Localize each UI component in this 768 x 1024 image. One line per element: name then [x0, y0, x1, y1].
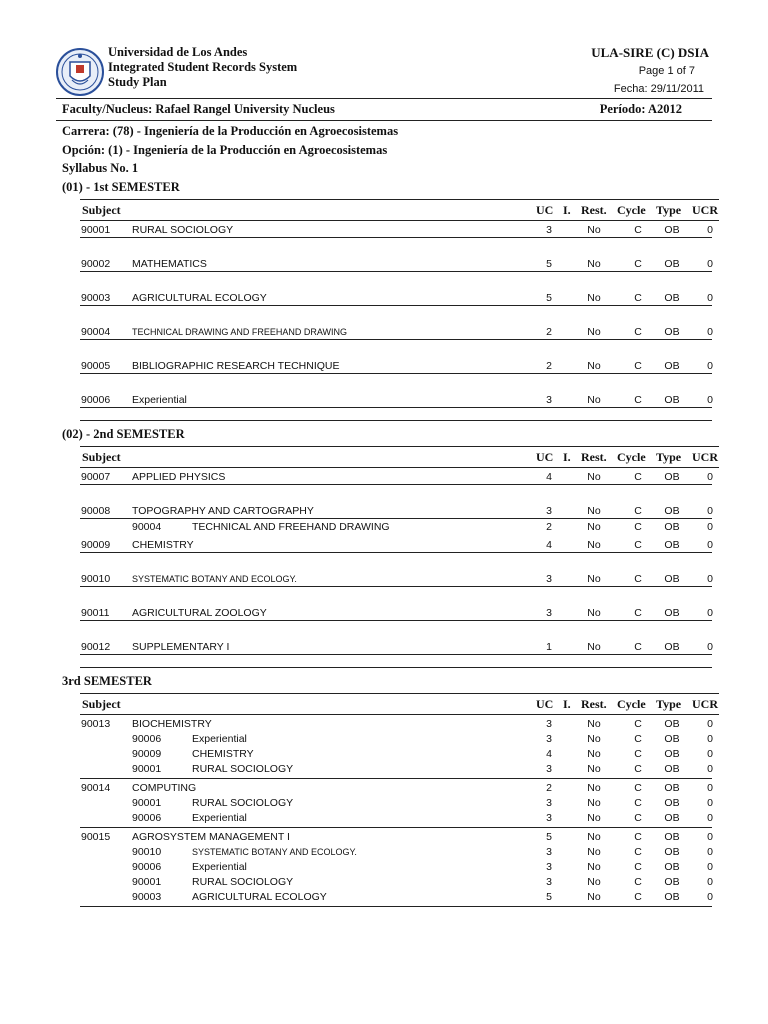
uc-column-header: UC: [536, 203, 554, 217]
faculty-label: Faculty/Nucleus: Rafael Rangel University Nucleus: [62, 102, 335, 116]
i-column-header: I.: [563, 697, 571, 711]
type-value: OB: [664, 224, 680, 236]
type-value: OB: [664, 471, 680, 483]
section-end-rule: [80, 667, 712, 668]
type-value: OB: [664, 641, 680, 653]
subject-name: AGRICULTURAL ECOLOGY: [132, 292, 267, 304]
type-value: OB: [664, 763, 680, 775]
semester-title: (01) - 1st SEMESTER: [62, 180, 180, 194]
subject-name: Experiential: [192, 861, 247, 873]
semester-title: (02) - 2nd SEMESTER: [62, 427, 185, 441]
subject-code: 90013: [81, 718, 111, 730]
subject-code: 90006: [132, 812, 162, 824]
subject-name: BIBLIOGRAPHIC RESEARCH TECHNIQUE: [132, 360, 340, 372]
uc-value: 3: [546, 812, 552, 824]
cycle-column-header: Cycle: [617, 203, 646, 217]
subject-code: 90006: [81, 394, 111, 406]
rest-column-header: Rest.: [581, 450, 607, 464]
cycle-value: C: [634, 539, 642, 551]
type-value: OB: [664, 797, 680, 809]
subject-code: 90001: [81, 224, 111, 236]
cycle-value: C: [634, 326, 642, 338]
rest-value: No: [587, 748, 601, 760]
ucr-value: 0: [707, 733, 713, 745]
type-value: OB: [664, 891, 680, 903]
rest-value: No: [587, 360, 601, 372]
subject-name: TECHNICAL AND FREEHAND DRAWING: [192, 521, 390, 533]
cycle-value: C: [634, 292, 642, 304]
table-header-rule: [80, 467, 719, 468]
subject-code: 90004: [81, 326, 111, 338]
subject-column-header: Subject: [82, 203, 121, 217]
type-value: OB: [664, 360, 680, 372]
subject-code: 90005: [81, 360, 111, 372]
subject-name: Experiential: [192, 812, 247, 824]
ucr-value: 0: [707, 607, 713, 619]
rest-value: No: [587, 521, 601, 533]
subject-code: 90002: [81, 258, 111, 270]
uc-value: 3: [546, 763, 552, 775]
cycle-column-header: Cycle: [617, 450, 646, 464]
uc-value: 3: [546, 797, 552, 809]
rest-value: No: [587, 505, 601, 517]
subject-name: RURAL SOCIOLOGY: [192, 797, 294, 809]
type-column-header: Type: [656, 450, 682, 464]
row-underline: [80, 373, 712, 374]
row-underline: [80, 237, 712, 238]
subject-code: 90001: [132, 797, 162, 809]
cycle-value: C: [634, 763, 642, 775]
ucr-value: 0: [707, 326, 713, 338]
ucr-value: 0: [707, 891, 713, 903]
ucr-column-header: UCR: [692, 697, 718, 711]
subject-name: AGROSYSTEM MANAGEMENT I: [132, 831, 290, 843]
rest-value: No: [587, 607, 601, 619]
subject-name: RURAL SOCIOLOGY: [132, 224, 234, 236]
ucr-value: 0: [707, 521, 713, 533]
table-header-rule: [80, 714, 719, 715]
subject-column-header: Subject: [82, 697, 121, 711]
ucr-value: 0: [707, 394, 713, 406]
type-value: OB: [664, 607, 680, 619]
uc-value: 4: [546, 471, 552, 483]
rest-value: No: [587, 891, 601, 903]
subject-name: CHEMISTRY: [192, 748, 254, 760]
subject-code: 90009: [132, 748, 162, 760]
row-underline: [80, 271, 712, 272]
type-column-header: Type: [656, 203, 682, 217]
cycle-value: C: [634, 394, 642, 406]
uc-value: 2: [546, 782, 552, 794]
uc-value: 3: [546, 718, 552, 730]
cycle-value: C: [634, 876, 642, 888]
ucr-value: 0: [707, 763, 713, 775]
period-label: Período: A2012: [599, 102, 682, 116]
org-code: ULA-SIRE (C) DSIA: [591, 45, 709, 60]
cycle-value: C: [634, 797, 642, 809]
type-value: OB: [664, 846, 680, 858]
type-value: OB: [664, 326, 680, 338]
ucr-value: 0: [707, 718, 713, 730]
subject-code: 90012: [81, 641, 111, 653]
uc-value: 3: [546, 224, 552, 236]
ucr-value: 0: [707, 748, 713, 760]
ucr-value: 0: [707, 641, 713, 653]
document-type: Study Plan: [108, 75, 167, 89]
university-seal-logo: [56, 44, 104, 100]
i-column-header: I.: [563, 203, 571, 217]
table-top-rule: [80, 199, 719, 200]
opcion-label: Opción: (1) - Ingeniería de la Producción en Agroecosistemas: [62, 143, 388, 157]
type-value: OB: [664, 733, 680, 745]
type-value: OB: [664, 521, 680, 533]
cycle-value: C: [634, 861, 642, 873]
type-value: OB: [664, 292, 680, 304]
uc-value: 2: [546, 521, 552, 533]
uc-value: 3: [546, 861, 552, 873]
syllabus-label: Syllabus No. 1: [62, 161, 139, 175]
type-column-header: Type: [656, 697, 682, 711]
cycle-value: C: [634, 607, 642, 619]
ucr-column-header: UCR: [692, 203, 718, 217]
uc-value: 3: [546, 394, 552, 406]
rest-value: No: [587, 782, 601, 794]
subject-code: 90010: [81, 573, 111, 585]
subject-code: 90003: [81, 292, 111, 304]
cycle-value: C: [634, 224, 642, 236]
ucr-value: 0: [707, 861, 713, 873]
subject-name: AGRICULTURAL ECOLOGY: [192, 891, 327, 903]
header-divider-top: [56, 98, 712, 99]
rest-value: No: [587, 471, 601, 483]
type-value: OB: [664, 718, 680, 730]
subject-code: 90006: [132, 861, 162, 873]
uc-value: 3: [546, 733, 552, 745]
row-underline: [80, 654, 712, 655]
cycle-value: C: [634, 782, 642, 794]
ucr-value: 0: [707, 876, 713, 888]
uc-column-header: UC: [536, 697, 554, 711]
cycle-value: C: [634, 641, 642, 653]
type-value: OB: [664, 831, 680, 843]
ucr-value: 0: [707, 292, 713, 304]
cycle-value: C: [634, 718, 642, 730]
uc-value: 4: [546, 748, 552, 760]
cycle-value: C: [634, 891, 642, 903]
semester-title: 3rd SEMESTER: [62, 674, 152, 688]
rest-column-header: Rest.: [581, 697, 607, 711]
subject-name: BIOCHEMISTRY: [132, 718, 212, 730]
subject-code: 90001: [132, 763, 162, 775]
type-value: OB: [664, 861, 680, 873]
rest-column-header: Rest.: [581, 203, 607, 217]
subject-name: MATHEMATICS: [132, 258, 207, 270]
ucr-value: 0: [707, 831, 713, 843]
ucr-value: 0: [707, 573, 713, 585]
cycle-value: C: [634, 521, 642, 533]
ucr-value: 0: [707, 471, 713, 483]
cycle-value: C: [634, 812, 642, 824]
row-underline: [80, 339, 712, 340]
rest-value: No: [587, 831, 601, 843]
uc-value: 3: [546, 846, 552, 858]
ucr-value: 0: [707, 360, 713, 372]
subject-code: 90015: [81, 831, 111, 843]
row-underline: [80, 552, 712, 553]
ucr-value: 0: [707, 224, 713, 236]
uc-value: 5: [546, 258, 552, 270]
table-top-rule: [80, 693, 719, 694]
ucr-value: 0: [707, 782, 713, 794]
system-name: Integrated Student Records System: [108, 60, 298, 74]
row-underline: [80, 906, 712, 907]
uc-value: 3: [546, 573, 552, 585]
row-underline: [80, 586, 712, 587]
subject-name: AGRICULTURAL ZOOLOGY: [132, 607, 267, 619]
type-value: OB: [664, 539, 680, 551]
row-underline: [80, 484, 712, 485]
subject-name: SYSTEMATIC BOTANY AND ECOLOGY.: [192, 847, 357, 857]
type-value: OB: [664, 505, 680, 517]
ucr-value: 0: [707, 539, 713, 551]
uc-value: 4: [546, 539, 552, 551]
uc-value: 3: [546, 505, 552, 517]
rest-value: No: [587, 861, 601, 873]
ucr-column-header: UCR: [692, 450, 718, 464]
rest-value: No: [587, 797, 601, 809]
row-underline: [80, 407, 712, 408]
carrera-label: Carrera: (78) - Ingeniería de la Producción en Agroecosistemas: [62, 124, 399, 138]
type-value: OB: [664, 876, 680, 888]
row-underline: [80, 620, 712, 621]
cycle-value: C: [634, 748, 642, 760]
subject-name: APPLIED PHYSICS: [132, 471, 226, 483]
uc-value: 5: [546, 292, 552, 304]
subject-code: 90001: [132, 876, 162, 888]
type-value: OB: [664, 573, 680, 585]
rest-value: No: [587, 224, 601, 236]
rest-value: No: [587, 292, 601, 304]
subject-name: RURAL SOCIOLOGY: [192, 763, 294, 775]
subject-code: 90003: [132, 891, 162, 903]
type-value: OB: [664, 394, 680, 406]
ucr-value: 0: [707, 797, 713, 809]
rest-value: No: [587, 539, 601, 551]
subject-name: SUPPLEMENTARY I: [132, 641, 230, 653]
cycle-value: C: [634, 505, 642, 517]
subject-name: TOPOGRAPHY AND CARTOGRAPHY: [132, 505, 314, 517]
rest-value: No: [587, 763, 601, 775]
rest-value: No: [587, 876, 601, 888]
subject-code: 90008: [81, 505, 111, 517]
cycle-value: C: [634, 846, 642, 858]
type-value: OB: [664, 782, 680, 794]
subject-code: 90011: [81, 607, 110, 619]
uc-value: 1: [546, 641, 552, 653]
type-value: OB: [664, 258, 680, 270]
subject-name: COMPUTING: [132, 782, 197, 794]
uc-value: 5: [546, 891, 552, 903]
subject-code: 90007: [81, 471, 111, 483]
rest-value: No: [587, 812, 601, 824]
row-underline: [80, 827, 712, 828]
i-column-header: I.: [563, 450, 571, 464]
uc-value: 2: [546, 326, 552, 338]
cycle-value: C: [634, 573, 642, 585]
cycle-value: C: [634, 360, 642, 372]
university-name: Universidad de Los Andes: [108, 45, 248, 59]
rest-value: No: [587, 846, 601, 858]
table-header-rule: [80, 220, 719, 221]
type-value: OB: [664, 812, 680, 824]
cycle-value: C: [634, 733, 642, 745]
subject-code: 90010: [132, 846, 162, 858]
subject-name: TECHNICAL DRAWING AND FREEHAND DRAWING: [132, 327, 348, 337]
type-value: OB: [664, 748, 680, 760]
uc-value: 3: [546, 876, 552, 888]
row-underline: [80, 305, 712, 306]
cycle-value: C: [634, 831, 642, 843]
ucr-value: 0: [707, 812, 713, 824]
rest-value: No: [587, 718, 601, 730]
row-underline: [80, 778, 712, 779]
ucr-value: 0: [707, 846, 713, 858]
subject-code: 90009: [81, 539, 111, 551]
ucr-value: 0: [707, 505, 713, 517]
subject-name: CHEMISTRY: [132, 539, 194, 551]
rest-value: No: [587, 394, 601, 406]
rest-value: No: [587, 326, 601, 338]
cycle-value: C: [634, 471, 642, 483]
page-number: Page 1 of 7: [638, 65, 695, 77]
rest-value: No: [587, 641, 601, 653]
header-divider-bottom: [56, 120, 712, 121]
uc-column-header: UC: [536, 450, 554, 464]
subject-name: RURAL SOCIOLOGY: [192, 876, 294, 888]
section-end-rule: [80, 420, 712, 421]
subject-code: 90004: [132, 521, 162, 533]
subject-code: 90014: [81, 782, 111, 794]
table-top-rule: [80, 446, 719, 447]
rest-value: No: [587, 258, 601, 270]
subject-code: 90006: [132, 733, 162, 745]
cycle-column-header: Cycle: [617, 697, 646, 711]
uc-value: 5: [546, 831, 552, 843]
subject-name: Experiential: [132, 394, 187, 406]
rest-value: No: [587, 573, 601, 585]
uc-value: 2: [546, 360, 552, 372]
uc-value: 3: [546, 607, 552, 619]
subject-column-header: Subject: [82, 450, 121, 464]
ucr-value: 0: [707, 258, 713, 270]
cycle-value: C: [634, 258, 642, 270]
subject-name: SYSTEMATIC BOTANY AND ECOLOGY.: [132, 574, 297, 584]
row-underline: [80, 518, 712, 519]
print-date: Fecha: 29/11/2011: [613, 83, 704, 95]
rest-value: No: [587, 733, 601, 745]
subject-name: Experiential: [192, 733, 247, 745]
